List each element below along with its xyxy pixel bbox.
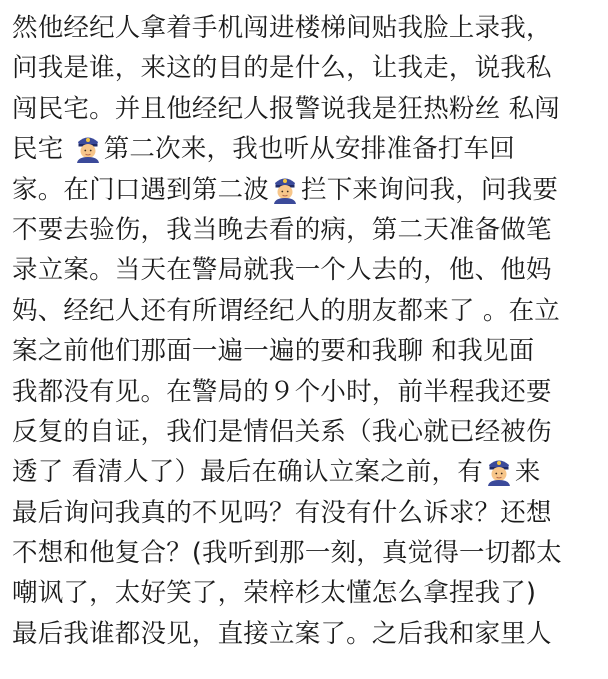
- text-line-14: 不想和他复合？(我听到那一刻，真觉得一切都太: [12, 538, 562, 569]
- text-line-13: 最后询问我真的不见吗？有没有什么诉求？还想: [12, 497, 552, 528]
- post-body: [12, 0, 608, 654]
- text-line-8: 妈、经纪人还有所谓经纪人的朋友都来了 。在立: [12, 295, 561, 326]
- text-line-2: 问我是谁，来这的目的是什么，让我走，说我私: [12, 53, 552, 84]
- text-line-15: 嘲讽了，太好笑了，荣梓杉太懂怎么拿捏我了): [12, 578, 537, 609]
- text-line-4: [12, 129, 608, 169]
- text-line-7: 录立案。当天在警局就我一个人去的，他、他妈: [12, 255, 552, 286]
- text-line-10: 我都没有见。在警局的９个小时，前半程我还要: [12, 376, 552, 407]
- text-segment: 第二次来，我也听从安排准备打车回: [103, 134, 515, 165]
- text-segment: 来: [514, 457, 541, 488]
- text-line-6: 不要去验伤，我当晚去看的病，第二天准备做笔: [12, 214, 552, 245]
- text-line-1: 然他经纪人拿着手机闯进楼梯间贴我脸上录我，: [12, 13, 552, 43]
- text-segment: 拦下来询问我，问我要: [301, 174, 559, 205]
- text-segment: 家。在门口遇到第二波: [12, 174, 270, 205]
- text-line-5: [12, 170, 608, 210]
- text-line-16: 最后我谁都没见，直接立案了。之后我和家里人: [12, 618, 552, 649]
- text-segment: 民宅: [12, 134, 72, 165]
- text-line-9: 案之前他们那面一遍一遍的要和我聊 和我见面: [12, 336, 535, 367]
- police-officer-emoji-icon: [75, 133, 101, 163]
- text-segment: 透了 看清人了）最后在确认立案之前，有: [12, 457, 483, 488]
- text-line-3: 闯民宅。并且他经纪人报警说我是狂热粉丝 私闯: [12, 93, 561, 124]
- text-line-11: 反复的自证，我们是情侣关系（我心就已经被伤: [12, 416, 552, 447]
- text-line-12: [12, 452, 608, 492]
- police-officer-emoji-icon: [486, 456, 512, 486]
- police-officer-emoji-icon: [272, 174, 298, 204]
